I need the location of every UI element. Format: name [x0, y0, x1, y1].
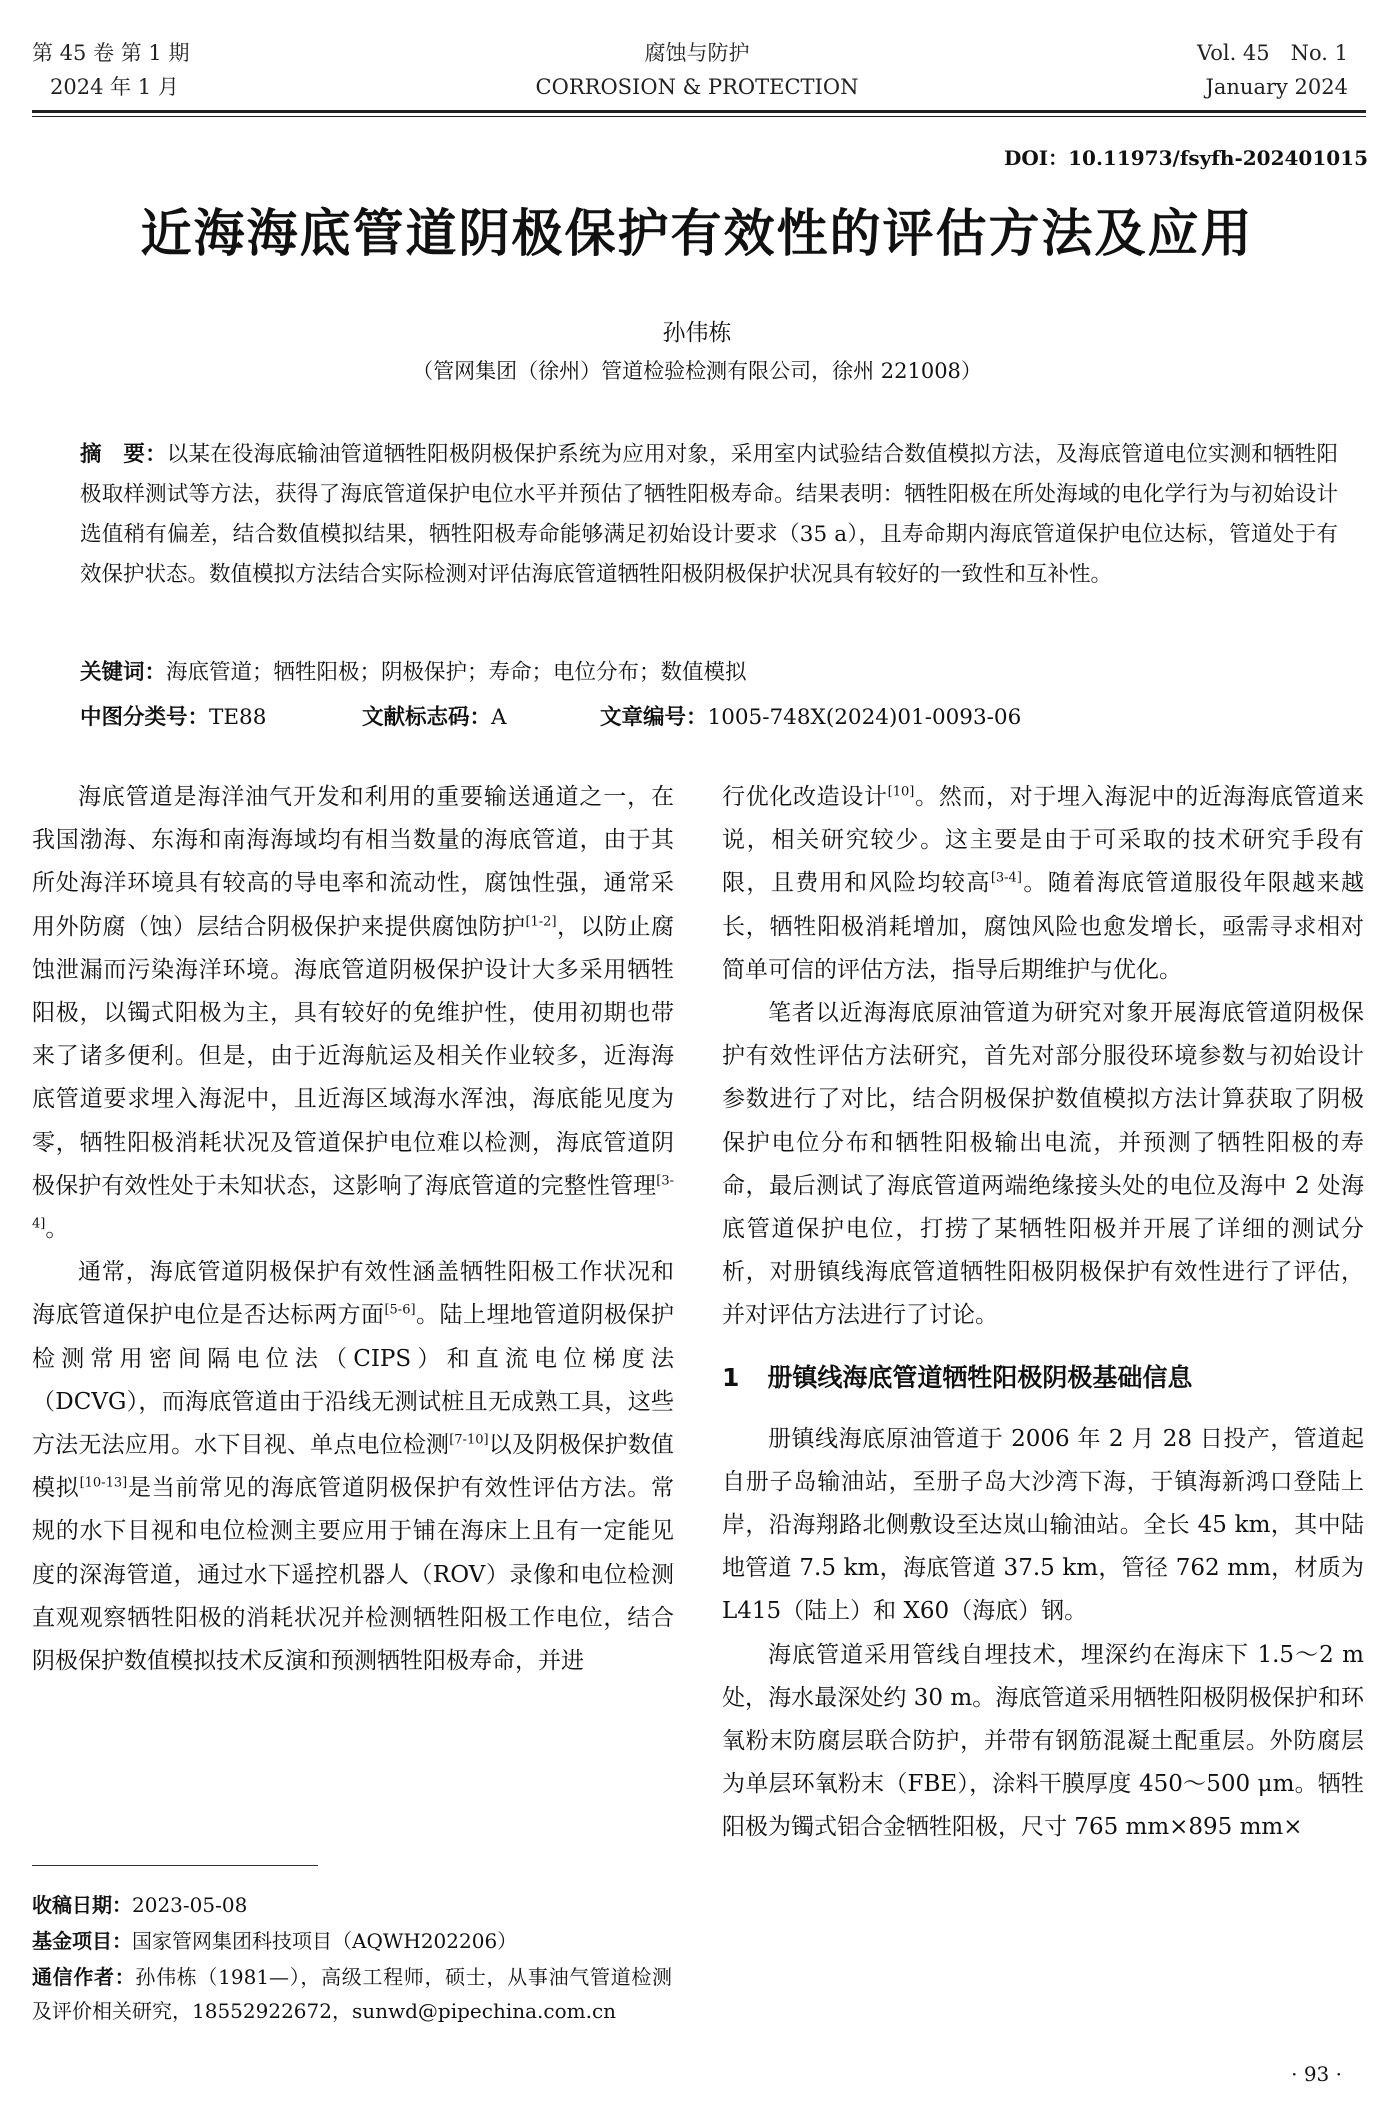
- footnote-rule: [32, 1865, 318, 1866]
- header-rule-thick: [32, 110, 1366, 113]
- article-title: 近海海底管道阴极保护有效性的评估方法及应用: [140, 205, 1254, 264]
- journal-date: 2024 年 1 月: [50, 75, 179, 99]
- left-column: [32, 776, 674, 1683]
- paragraph: 通常，海底管道阴极保护有效性涵盖牺牲阳极工作状况和海底管道保护电位是否达标两方面[5-6]。陆上埋地管道阴极保护检测常用密间隔电位法（CIPS）和直流电位梯度法（DCVG），而海底管道由于沿线无测试桩且无成熟工具，这些方法无法应用。水下目视、单点电位检测[7-10]以及阴极保护数值模拟[10-13]是当前常见的海底管道阴极保护有效性评估方法。常规的水下目视和电位检测主要应用于铺在海床上且有一定能见度的深海管道，通过水下遥控机器人（ROV）录像和电位检测直观观察牺牲阳极的消耗状况并检测牺牲阳极工作电位，结合阴极保护数值模拟技术反演和预测牺牲阳极寿命，并进: [32, 1259, 675, 1675]
- section-heading: [722, 1358, 1364, 1398]
- keywords-text: 海底管道；牺牲阳极；阴极保护；寿命；电位分布；数值模拟: [166, 660, 747, 685]
- code-label: 文献标志码：: [362, 705, 492, 730]
- corresponding-author: 通信作者：孙伟栋（1981—），高级工程师，硕士，从事油气管道检测及评价相关研究，18552922672，sunwd@pipechina.com.cn: [32, 1965, 673, 2023]
- abstract-label: 摘 要：: [80, 442, 167, 467]
- paragraph: 行优化改造设计[10]。然而，对于埋入海泥中的近海海底管道来说，相关研究较少。这主要是由于可采取的技术研究手段有限，且费用和风险均较高[3-4]。随着海底管道服役年限越来越长，牺牲阳极消耗增加，腐蚀风险也愈发增长，亟需寻求相对简单可信的评估方法，指导后期维护与优化。: [722, 784, 1365, 983]
- citation: [3-4]: [32, 1173, 674, 1232]
- citation: [7-10]: [449, 1432, 489, 1448]
- citation: [5-6]: [384, 1302, 416, 1318]
- clc-value: TE88: [209, 705, 267, 730]
- journal-volume-issue: 第 45 卷 第 1 期: [32, 41, 190, 65]
- citation: [10]: [887, 784, 915, 800]
- journal-name-cn: 腐蚀与防护: [644, 41, 750, 65]
- article-label: 文章编号：: [600, 705, 708, 730]
- header-rule-thin: [32, 116, 1366, 117]
- section-number: 1: [722, 1362, 740, 1392]
- citation: [10-13]: [79, 1475, 128, 1491]
- right-column: [722, 776, 1364, 1850]
- volume-en: Vol. 45 No. 1: [1196, 41, 1348, 65]
- classification: [80, 698, 266, 738]
- date-en: January 2024: [1205, 75, 1348, 99]
- clc-label: 中图分类号：: [80, 705, 210, 730]
- abstract: [80, 435, 1338, 595]
- document-code: [362, 698, 507, 738]
- affiliation: （管网集团（徐州）管道检验检测有限公司，徐州 221008）: [412, 359, 982, 383]
- paragraph: 册镇线海底原油管道于 2006 年 2 月 28 日投产，管道起自册子岛输油站，至册子岛大沙湾下海，于镇海新鸿口登陆上岸，沿海翔路北侧敷设至达岚山输油站。全长 45 km，其中陆地管道 7.5 km，海底管道 37.5 km，管径 762 mm，材质为 L415（陆上）和 X60（海底）钢。: [722, 1425, 1364, 1625]
- article-value: 1005-748X(2024)01-0093-06: [707, 705, 1022, 730]
- doi: DOI：10.11973/fsyfh-202401015: [1004, 146, 1368, 170]
- citation: [1-2]: [525, 913, 557, 929]
- paragraph: 海底管道采用管线自埋技术，埋深约在海床下 1.5～2 m 处，海水最深处约 30 m。海底管道采用牺牲阳极阴极保护和环氧粉末防腐层联合防护，并带有钢筋混凝土配重层。外防腐层为单层环氧粉末（FBE），涂料干膜厚度 450～500 μm。牺牲阳极为镯式铝合金牺牲阳极，尺寸 765 mm×895 mm×: [722, 1641, 1364, 1841]
- citation: [3-4]: [990, 870, 1022, 886]
- paragraph: 海底管道是海洋油气开发和利用的重要输送通道之一，在我国渤海、东海和南海海域均有相当数量的海底管道，由于其所处海洋环境具有较高的导电率和流动性，腐蚀性强，通常采用外防腐（蚀）层结合阴极保护来提供腐蚀防护[1-2]，以防止腐蚀泄漏而污染海洋环境。海底管道阴极保护设计大多采用牺牲阳极，以镯式阳极为主，具有较好的免维护性，使用初期也带来了诸多便利。但是，由于近海航运及相关作业较多，近海海底管道要求埋入海泥中，且近海区域海水浑浊，海底能见度为零，牺牲阳极消耗状况及管道保护电位难以检测，海底管道阴极保护有效性处于未知状态，这影响了海底管道的完整性管理[3-4]。: [32, 784, 675, 1243]
- code-value: A: [491, 705, 507, 730]
- fund-item: 基金项目：国家管网集团科技项目（AQWH202206）: [32, 1929, 518, 1953]
- received-date: 收稿日期：2023-05-08: [32, 1893, 248, 1917]
- section-title: 册镇线海底管道牺牲阳极阴极基础信息: [767, 1362, 1193, 1392]
- article-number: [600, 698, 1021, 738]
- page-number: · 93 ·: [1291, 2062, 1342, 2086]
- journal-name-en: CORROSION & PROTECTION: [535, 75, 859, 99]
- author: 孙伟栋: [662, 320, 732, 346]
- keywords: [80, 653, 1338, 693]
- keywords-label: 关键词：: [80, 660, 167, 685]
- paragraph: 笔者以近海海底原油管道为研究对象开展海底管道阴极保护有效性评估方法研究，首先对部分服役环境参数与初始设计参数进行了对比，结合阴极保护数值模拟方法计算获取了阴极保护电位分布和牺牲阳极输出电流，并预测了牺牲阳极的寿命，最后测试了海底管道两端绝缘接头处的电位及海中 2 处海底管道保护电位，打捞了某牺牲阳极并开展了详细的测试分析，对册镇线海底管道牺牲阳极阴极保护有效性进行了评估，并对评估方法进行了讨论。: [722, 1000, 1364, 1329]
- abstract-text: 以某在役海底输油管道牺牲阳极阴极保护系统为应用对象，采用室内试验结合数值模拟方法，及海底管道电位实测和牺牲阳极取样测试等方法，获得了海底管道保护电位水平并预估了牺牲阳极寿命。结果表明：牺牲阳极在所处海域的电化学行为与初始设计选值稍有偏差，结合数值模拟结果，牺牲阳极寿命能够满足初始设计要求（35 a），且寿命期内海底管道保护电位达标，管道处于有效保护状态。数值模拟方法结合实际检测对评估海底管道牺牲阳极阴极保护状况具有较好的一致性和互补性。: [80, 442, 1338, 587]
